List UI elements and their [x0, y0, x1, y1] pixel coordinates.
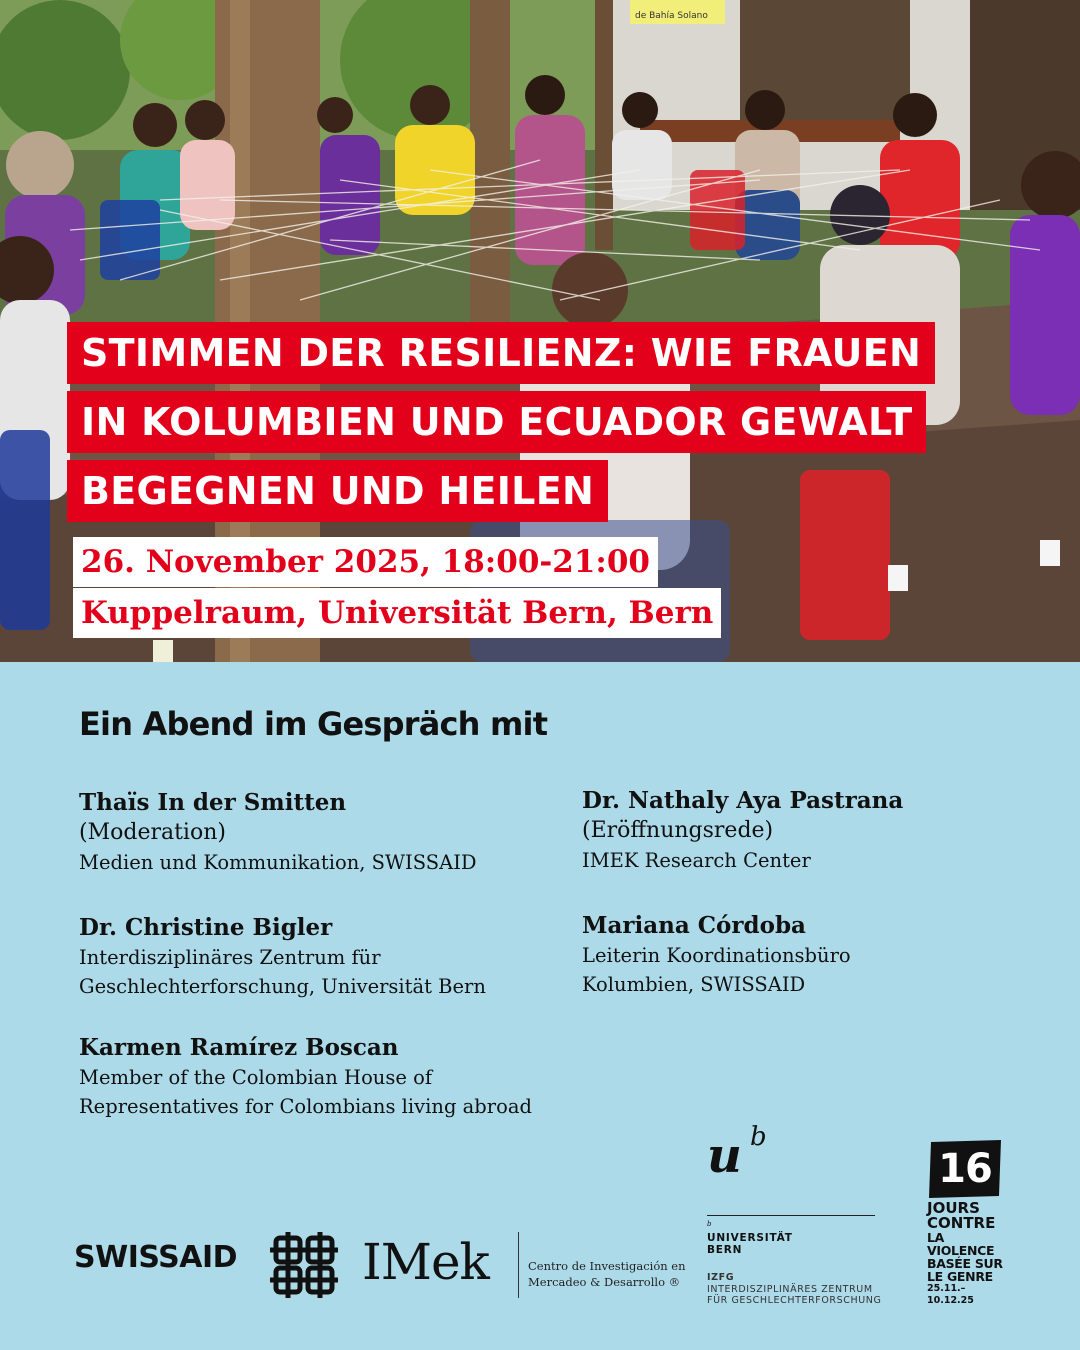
speaker-name: Dr. Christine Bigler — [79, 914, 333, 941]
speaker-card — [582, 786, 903, 875]
unibe-logo-mark: u — [707, 1128, 742, 1184]
izfg-label — [707, 1272, 881, 1307]
unibe-small-mark: b — [707, 1220, 712, 1228]
swissaid-logo-text: SWISSAID — [74, 1240, 238, 1275]
jours-line: CONTRE — [927, 1214, 996, 1232]
izfg-text: INTERDISZIPLINÄRES ZENTRUM FÜR GESCHLECHTERFORSCHUNG — [707, 1283, 882, 1306]
intro-heading: Ein Abend im Gespräch mit — [79, 705, 548, 743]
16-jours-number: 16 — [938, 1146, 992, 1192]
speaker-card — [79, 788, 477, 877]
speaker-affiliation: IMEK Research Center — [582, 849, 811, 872]
wall-sign: de Bahía Solano — [635, 11, 708, 21]
speaker-affiliation: Leiterin Koordinationsbüro Kolumbien, SWISSAID — [582, 944, 851, 996]
speaker-card — [79, 913, 486, 1001]
event-venue: Kuppelraum, Universität Bern, Bern — [73, 588, 721, 638]
izfg-title: IZFG — [707, 1272, 735, 1283]
speaker-name: Karmen Ramírez Boscan — [79, 1034, 399, 1061]
unibe-name: UNIVERSITÄT BERN — [707, 1232, 793, 1256]
unibe-logo-superscript: b — [750, 1122, 767, 1152]
imek-divider — [518, 1232, 519, 1298]
jours-line: LE GENRE — [927, 1269, 993, 1284]
speaker-name: Thaïs In der Smitten — [79, 789, 347, 816]
speaker-name: Mariana Córdoba — [582, 912, 806, 939]
jours-dates: 25.11.–10.12.25 — [927, 1283, 974, 1306]
imek-logo-text: IMek — [362, 1233, 489, 1291]
speaker-card — [582, 911, 851, 999]
jours-line: BASÉE SUR — [927, 1256, 1003, 1271]
event-date: 26. November 2025, 18:00-21:00 — [73, 537, 658, 587]
16-jours-text — [927, 1201, 1007, 1307]
unibe-divider — [707, 1215, 875, 1216]
jours-line: JOURS — [927, 1199, 980, 1217]
jours-line: LA VIOLENCE — [927, 1230, 995, 1258]
speaker-role: (Eröffnungsrede) — [582, 818, 774, 843]
speaker-affiliation: Member of the Colombian House of Representatives for Colombians living abroad — [79, 1066, 532, 1118]
speaker-name: Dr. Nathaly Aya Pastrana — [582, 787, 904, 814]
speaker-role: (Moderation) — [79, 820, 226, 845]
speaker-affiliation: Medien und Kommunikation, SWISSAID — [79, 851, 477, 874]
swissaid-knot-icon — [270, 1232, 338, 1302]
imek-subtitle: Centro de Investigación en Mercadeo & Desarrollo ® — [528, 1259, 686, 1289]
event-title-line-2: IN KOLUMBIEN UND ECUADOR GEWALT — [67, 391, 926, 453]
event-title-line-1: STIMMEN DER RESILIENZ: WIE FRAUEN — [67, 322, 935, 384]
speaker-affiliation: Interdisziplinäres Zentrum für Geschlechterforschung, Universität Bern — [79, 946, 486, 998]
event-title-line-3: BEGEGNEN UND HEILEN — [67, 460, 608, 522]
speaker-card — [79, 1033, 532, 1121]
